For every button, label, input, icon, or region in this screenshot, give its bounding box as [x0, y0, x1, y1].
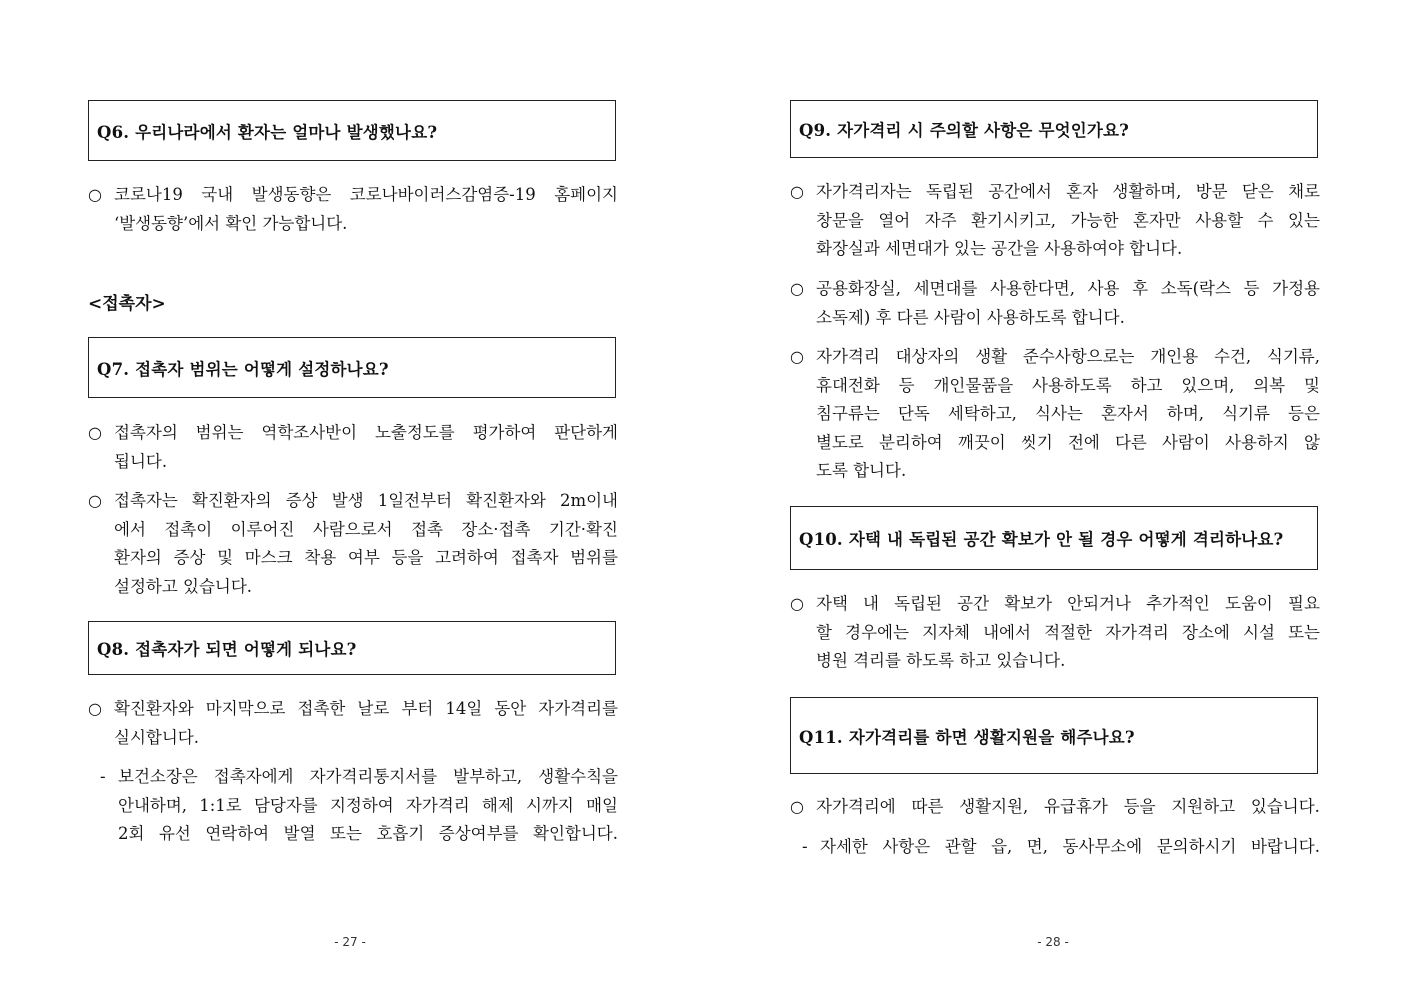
answer-line: 보건소장은 접촉자에게 자가격리통지서를 발부하고, 생활수칙을	[118, 767, 618, 786]
answer-line: 침구류는 단독 세탁하고, 식사는 혼자서 하며, 식기류 등은	[816, 404, 1320, 423]
answer-line: 창문을 열어 자주 환기시키고, 가능한 혼자만 사용할 수 있는	[816, 210, 1320, 230]
page-number-left: - 27 -	[334, 935, 366, 949]
question-box-q9	[790, 100, 1318, 158]
answer-line: 도록 합니다.	[816, 461, 907, 480]
circle-bullet-icon: ○	[88, 699, 102, 718]
circle-bullet-icon: ○	[88, 491, 102, 510]
answer-line: 자가격리자는 독립된 공간에서 혼자 생활하며, 방문 닫은 채로	[816, 182, 1320, 201]
answer-line: 코로나19 국내 발생동향은 코로나바이러스감염증-19 홈페이지	[114, 185, 618, 204]
answer-line: ‘발생동향’에서 확인 가능합니다.	[114, 213, 348, 233]
answer-line: 자가격리에 따른 생활지원, 유급휴가 등을 지원하고 있습니다.	[816, 797, 1320, 816]
answer-line: 별도로 분리하여 깨끗이 씻기 전에 다른 사람이 사용하지 않	[816, 432, 1320, 452]
left-page	[88, 0, 618, 992]
question-box-q6	[88, 100, 616, 161]
circle-bullet-icon: ○	[88, 185, 102, 204]
question-box-q7	[88, 337, 616, 398]
answer-line: 자세한 사항은 관할 읍, 면, 동사무소에 문의하시기 바랍니다.	[820, 837, 1320, 856]
right-page	[790, 0, 1320, 992]
answer-line: 병원 격리를 하도록 하고 있습니다.	[816, 651, 1066, 670]
answer-line: 자택 내 독립된 공간 확보가 안되거나 추가적인 도움이 필요	[816, 594, 1320, 613]
answer-line: 설정하고 있습니다.	[114, 576, 253, 596]
circle-bullet-icon: ○	[790, 279, 804, 298]
answer-line: 확진환자와 마지막으로 접촉한 날로 부터 14일 동안 자가격리를	[114, 699, 618, 718]
answer-line: 접촉자의 범위는 역학조사반이 노출정도를 평가하여 판단하게	[114, 423, 618, 442]
question-box-q11	[790, 697, 1318, 774]
answer-line: 할 경우에는 지자체 내에서 적절한 자가격리 장소에 시설 또는	[816, 622, 1320, 642]
answer-line: 휴대전화 등 개인물품을 사용하도록 하고 있으며, 의복 및	[816, 375, 1320, 395]
question-title: Q8. 접촉자가 되면 어떻게 되나요?	[97, 640, 357, 659]
circle-bullet-icon: ○	[790, 797, 804, 816]
circle-bullet-icon: ○	[790, 347, 804, 366]
answer-line: 자가격리 대상자의 생활 준수사항으로는 개인용 수건, 식기류,	[816, 347, 1320, 366]
answer-line: 화장실과 세면대가 있는 공간을 사용하여야 합니다.	[816, 239, 1183, 258]
question-box-q10	[790, 506, 1318, 570]
page-number-right: - 28 -	[1037, 935, 1069, 949]
answer-line: 안내하며, 1:1로 담당자를 지정하여 자가격리 해제 시까지 매일	[118, 795, 618, 815]
question-title: Q9. 자가격리 시 주의할 사항은 무엇인가요?	[799, 121, 1130, 140]
answer-line: 실시합니다.	[114, 727, 199, 747]
answer-line: 소독제) 후 다른 사람이 사용하도록 합니다.	[816, 307, 1125, 327]
answer-line: 접촉자는 확진환자의 증상 발생 1일전부터 확진환자와 2m이내	[114, 491, 618, 510]
question-box-q8	[88, 621, 616, 675]
answer-line: 환자의 증상 및 마스크 착용 여부 등을 고려하여 접촉자 범위를	[114, 548, 618, 567]
question-title: Q10. 자택 내 독립된 공간 확보가 안 될 경우 어떻게 격리하나요?	[799, 530, 1284, 549]
answer-line: 공용화장실, 세면대를 사용한다면, 사용 후 소독(락스 등 가정용	[816, 279, 1320, 298]
section-heading-contacts: <접촉자>	[88, 294, 166, 314]
answer-line: 에서 접촉이 이루어진 사람으로서 접촉 장소·접촉 기간·확진	[114, 519, 618, 539]
question-title: Q11. 자가격리를 하면 생활지원을 해주나요?	[799, 727, 1135, 747]
question-title: Q7. 접촉자 범위는 어떻게 설정하나요?	[97, 359, 389, 379]
circle-bullet-icon: ○	[790, 594, 804, 613]
dash-bullet-icon: -	[802, 837, 808, 856]
dash-bullet-icon: -	[100, 767, 106, 786]
question-title: Q6. 우리나라에서 환자는 얼마나 발생했나요?	[97, 122, 438, 142]
answer-line: 됩니다.	[114, 451, 168, 471]
answer-line: 2회 유선 연락하여 발열 또는 호흡기 증상여부를 확인합니다.	[118, 824, 618, 843]
circle-bullet-icon: ○	[790, 182, 804, 201]
circle-bullet-icon: ○	[88, 423, 102, 442]
